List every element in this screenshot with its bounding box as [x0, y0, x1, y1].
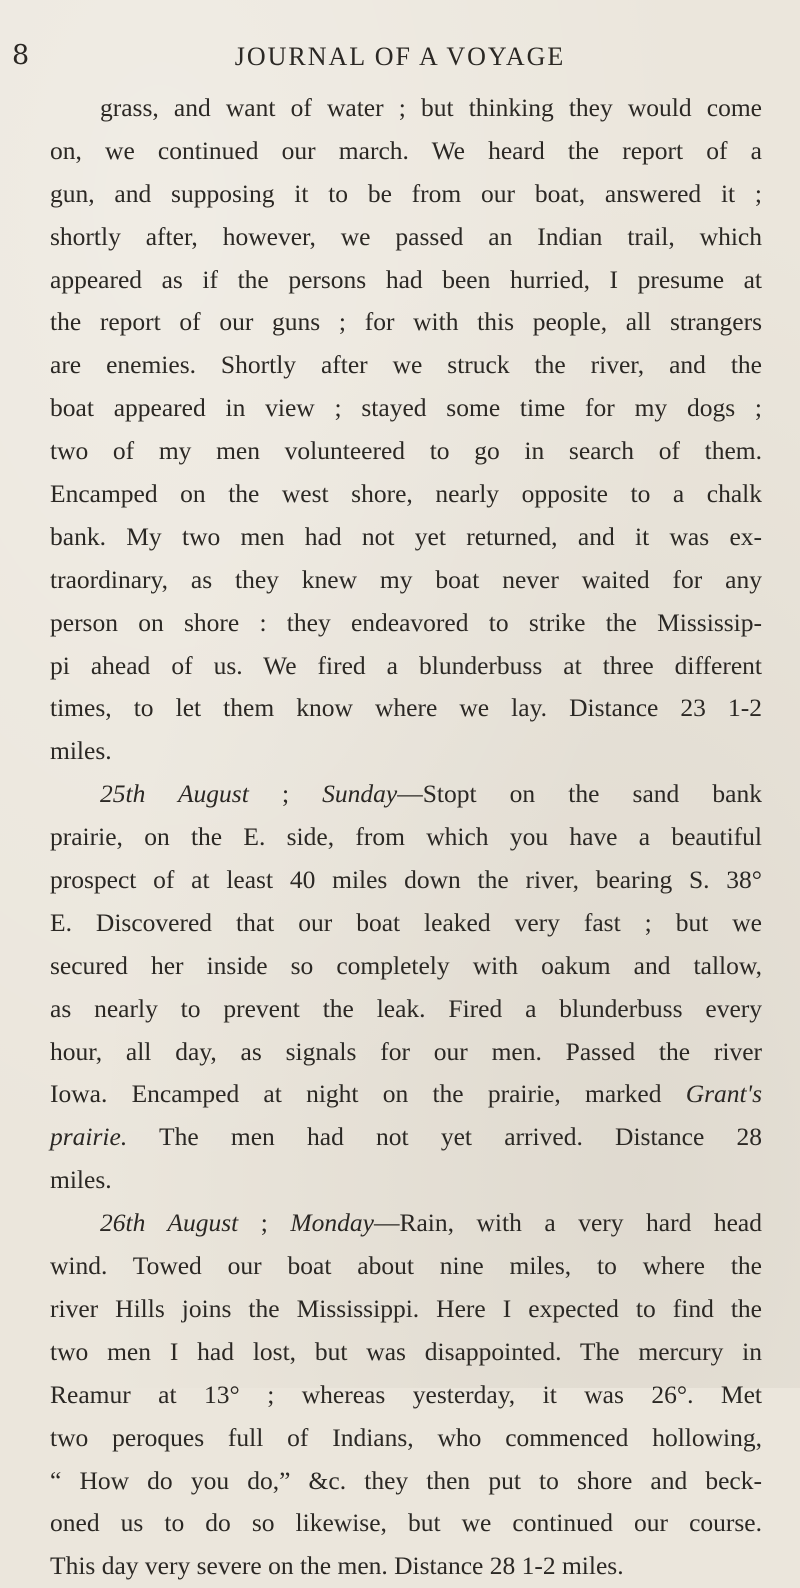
text-run: two of my men volunteered to go in search of them.	[50, 436, 762, 466]
text-line	[50, 173, 762, 216]
text-line	[50, 259, 762, 302]
text-line	[50, 1073, 762, 1116]
text-run: the report of our guns ; for with this people, all strangers	[50, 307, 762, 337]
text-run: appeared as if the persons had been hurried, I presume at	[50, 264, 762, 294]
running-head	[0, 40, 800, 80]
text-run: oned us to do so likewise, but we continued our course.	[50, 1508, 762, 1538]
text-run: Reamur at 13° ; whereas yesterday, it was 26°. Met	[50, 1379, 762, 1409]
text-run: —Stopt on the sand bank	[397, 779, 762, 809]
text-line	[50, 387, 762, 430]
text-run: prospect of at least 40 miles down the river, bearing S. 38°	[50, 865, 762, 895]
text-run: secured her inside so completely with oakum and tallow,	[50, 950, 762, 980]
text-run: Iowa. Encamped at night on the prairie, marked	[50, 1079, 686, 1109]
text-run: Encamped on the west shore, nearly opposite to a chalk	[50, 479, 762, 509]
text-line	[50, 1331, 762, 1374]
text-line	[50, 773, 762, 816]
text-run: prairie, on the E. side, from which you have a beautiful	[50, 822, 762, 852]
text-run: two men I had lost, but was disappointed. The mercury in	[50, 1336, 762, 1366]
italic-text: Sunday	[322, 779, 398, 809]
text-run: river Hills joins the Mississippi. Here I expected to find the	[50, 1293, 762, 1323]
text-run: bank. My two men had not yet returned, and it was ex-	[50, 521, 762, 551]
text-line	[50, 687, 762, 730]
text-line	[50, 559, 762, 602]
text-run: are enemies. Shortly after we struck the river, and the	[50, 350, 762, 380]
text-line	[50, 602, 762, 645]
text-line	[50, 1502, 762, 1545]
text-line	[50, 859, 762, 902]
running-title: JOURNAL OF A VOYAGE	[234, 42, 566, 71]
text-run: grass, and want of water ; but thinking they would come	[100, 93, 762, 122]
text-line	[50, 1545, 762, 1588]
text-run: as nearly to prevent the leak. Fired a blunderbuss every	[50, 993, 762, 1023]
text-line	[50, 730, 762, 773]
text-line	[50, 516, 762, 559]
text-line	[50, 1460, 762, 1503]
text-line	[50, 87, 762, 130]
text-run: ;	[248, 779, 323, 809]
text-run: The men had not yet arrived. Distance 28	[127, 1122, 762, 1152]
text-line	[50, 945, 762, 988]
text-line	[50, 816, 762, 859]
text-run: shortly after, however, we passed an Indian trail, which	[50, 221, 762, 251]
text-run: on, we continued our march. We heard the report of a	[50, 135, 762, 165]
text-run: E. Discovered that our boat leaked very fast ; but we	[50, 907, 762, 937]
italic-text: Monday	[290, 1208, 374, 1238]
text-line	[50, 130, 762, 173]
text-line	[50, 988, 762, 1031]
text-run: times, to let them know where we lay. Distance 23 1-2	[50, 693, 762, 723]
text-line	[50, 902, 762, 945]
text-run: This day very severe on the men. Distance 28 1-2 miles.	[50, 1551, 624, 1581]
text-run: “ How do you do,” &c. they then put to shore and beck-	[50, 1465, 762, 1495]
text-line	[50, 1159, 762, 1202]
text-line	[50, 1417, 762, 1460]
text-line	[50, 1031, 762, 1074]
text-run: —Rain, with a very hard head	[373, 1208, 762, 1238]
text-line	[50, 1202, 762, 1245]
page-number: 8	[12, 40, 31, 71]
text-run: person on shore : they endeavored to strike the Mississip-	[50, 607, 762, 637]
text-run: wind. Towed our boat about nine miles, to where the	[50, 1251, 762, 1281]
text-line	[50, 1288, 762, 1331]
text-run: pi ahead of us. We fired a blunderbuss at three different	[50, 650, 762, 680]
text-run: two peroques full of Indians, who commenced hollowing,	[50, 1422, 762, 1452]
text-line	[50, 301, 762, 344]
italic-text: 26th August	[100, 1208, 239, 1238]
text-run: miles.	[50, 1165, 112, 1195]
text-run: traordinary, as they knew my boat never waited for any	[50, 564, 762, 594]
text-line	[50, 1116, 762, 1159]
text-line	[50, 216, 762, 259]
italic-text: 25th August	[100, 779, 249, 809]
text-line	[50, 473, 762, 516]
text-run: gun, and supposing it to be from our boat, answered it ;	[50, 178, 762, 208]
text-line	[50, 344, 762, 387]
text-run: boat appeared in view ; stayed some time for my dogs ;	[50, 393, 762, 423]
italic-text: prairie.	[50, 1122, 128, 1152]
text-line	[50, 1374, 762, 1417]
text-line	[50, 430, 762, 473]
italic-text: Grant's	[685, 1079, 762, 1109]
text-run: ;	[238, 1208, 291, 1238]
text-run: miles.	[50, 736, 112, 766]
text-run: hour, all day, as signals for our men. Passed the river	[50, 1036, 762, 1066]
body-text	[50, 87, 762, 1588]
text-line	[50, 645, 762, 688]
text-line	[50, 1245, 762, 1288]
